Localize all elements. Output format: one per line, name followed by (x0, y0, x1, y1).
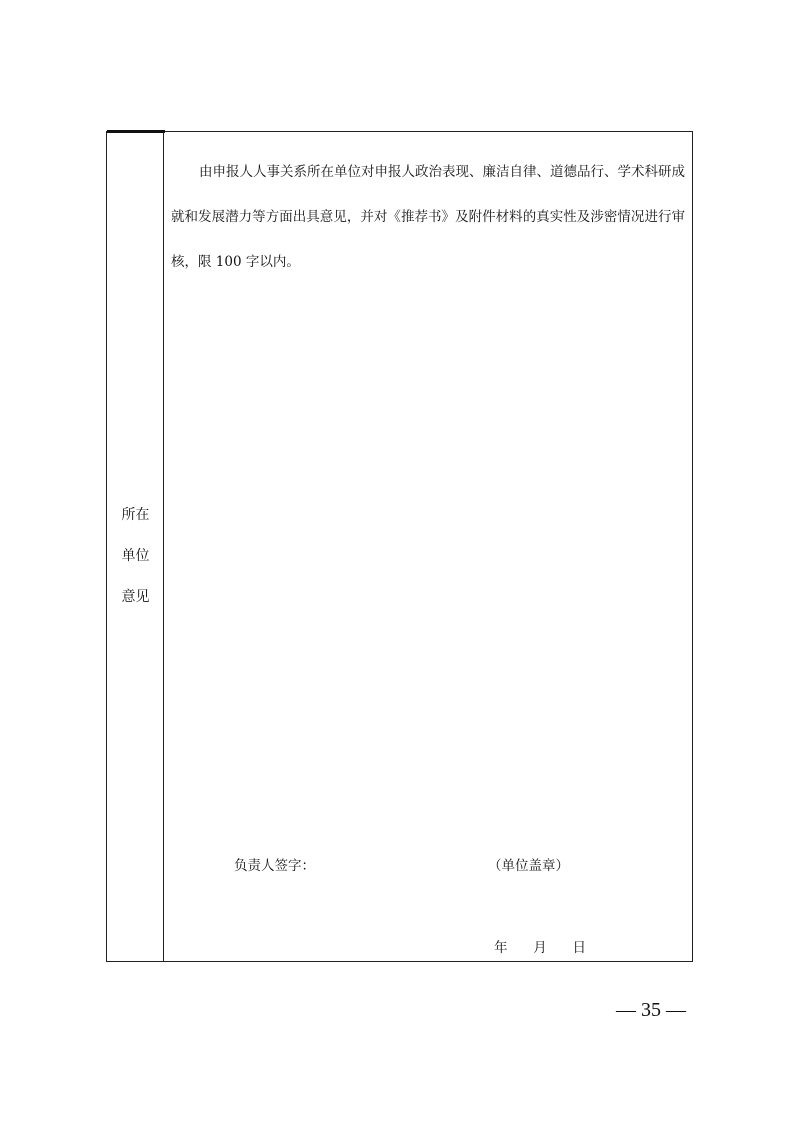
opinion-form-table (106, 131, 693, 962)
instruction-text: 由申报人人事关系所在单位对申报人政治表现、廉洁自律、道德品行、学术科研成就和发展潜力等方面出具意见，并对《推荐书》及附件材料的真实性及涉密情况进行审核，限 100 字以内。 (171, 164, 685, 270)
label-line-2: 单位 (121, 548, 150, 564)
label-line-3: 意见 (121, 589, 150, 605)
signature-label: 负责人签字： (234, 858, 315, 874)
seal-label: （单位盖章） (488, 858, 569, 874)
label-line-1: 所在 (121, 507, 150, 523)
label-column (107, 132, 164, 961)
opinion-content-area[interactable] (164, 132, 692, 961)
date-row: 年 月 日 (494, 940, 586, 956)
page-number: — 35 — (616, 999, 686, 1021)
